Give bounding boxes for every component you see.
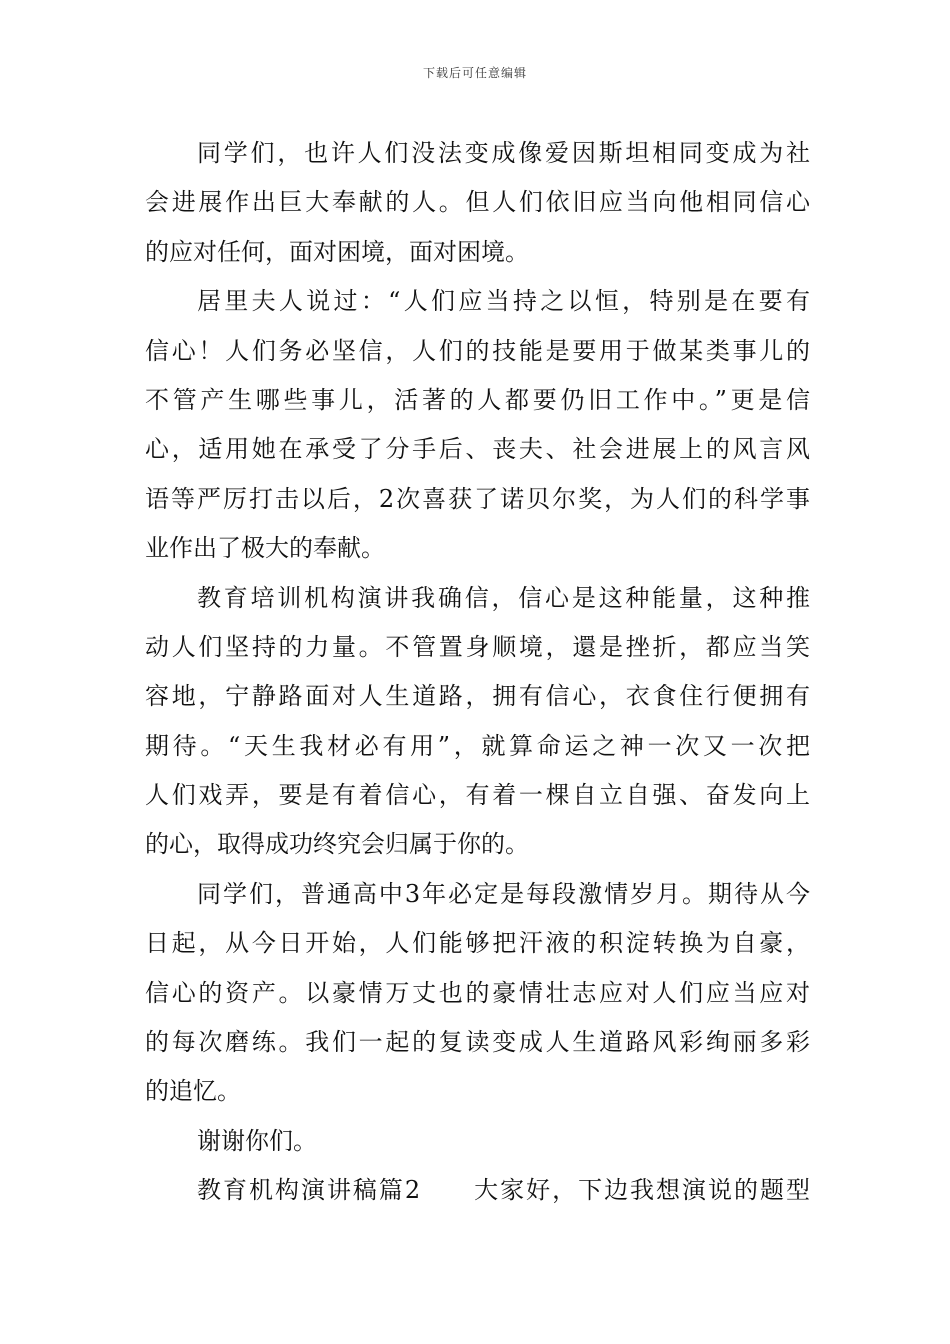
- text-line: 的应对任何，面对困境，面对困境。: [145, 237, 529, 266]
- text-line: 会进展作出巨大奉献的人。但人们依旧应当向他相同信心: [145, 188, 810, 217]
- text-line: 的心，取得成功终究会归属于你的。: [145, 830, 529, 859]
- text-line: 期待。“天生我材必有用”，就算命运之神一次又一次把: [145, 731, 810, 760]
- text-line: 人们戏弄，要是有着信心，有着一棵自立自强、奋发向上: [145, 781, 810, 810]
- text-line: 谢谢你们。: [197, 1126, 317, 1155]
- text-line: 的追忆。: [145, 1077, 241, 1106]
- text-line: 教育机构演讲稿篇2 大家好，下边我想演说的题型: [197, 1176, 810, 1205]
- document-body: [145, 129, 810, 1216]
- text-line: 教育培训机构演讲我确信，信心是这种能量，这种推: [197, 583, 810, 612]
- text-line: 日起，从今日开始，人们能够把汗液的积淀转换为自豪，: [145, 929, 810, 958]
- text-line: 动人们坚持的力量。不管置身顺境，還是挫折，都应当笑: [145, 632, 810, 661]
- text-line: 同学们，也许人们没法变成像爱因斯坦相同变成为社: [197, 139, 810, 167]
- text-line: 心，适用她在承受了分手后、丧夫、社会进展上的风言风: [145, 435, 810, 464]
- text-line: 不管产生哪些事儿，活著的人都要仍旧工作中。”更是信: [145, 385, 810, 414]
- header-note: 下载后可任意编辑: [422, 66, 527, 80]
- text-line: 信心的资产。以豪情万丈也的豪情壮志应对人们应当应对: [145, 978, 810, 1007]
- text-line: 容地，宁静路面对人生道路，拥有信心，衣食住行便拥有: [145, 682, 810, 711]
- text-line: 业作出了极大的奉献。: [145, 534, 385, 563]
- text-line: 居里夫人说过：“人们应当持之以恒，特别是在要有: [197, 287, 810, 316]
- text-line: 同学们，普通高中3年必定是每段激情岁月。期待从今: [197, 879, 810, 908]
- text-line: 信心！人们务必坚信，人们的技能是要用于做某类事儿的: [145, 336, 810, 365]
- text-line: 的每次磨练。我们一起的复读变成人生道路风彩绚丽多彩: [145, 1028, 810, 1057]
- text-line: 语等严厉打击以后，2次喜获了诺贝尔奖，为人们的科学事: [145, 484, 810, 513]
